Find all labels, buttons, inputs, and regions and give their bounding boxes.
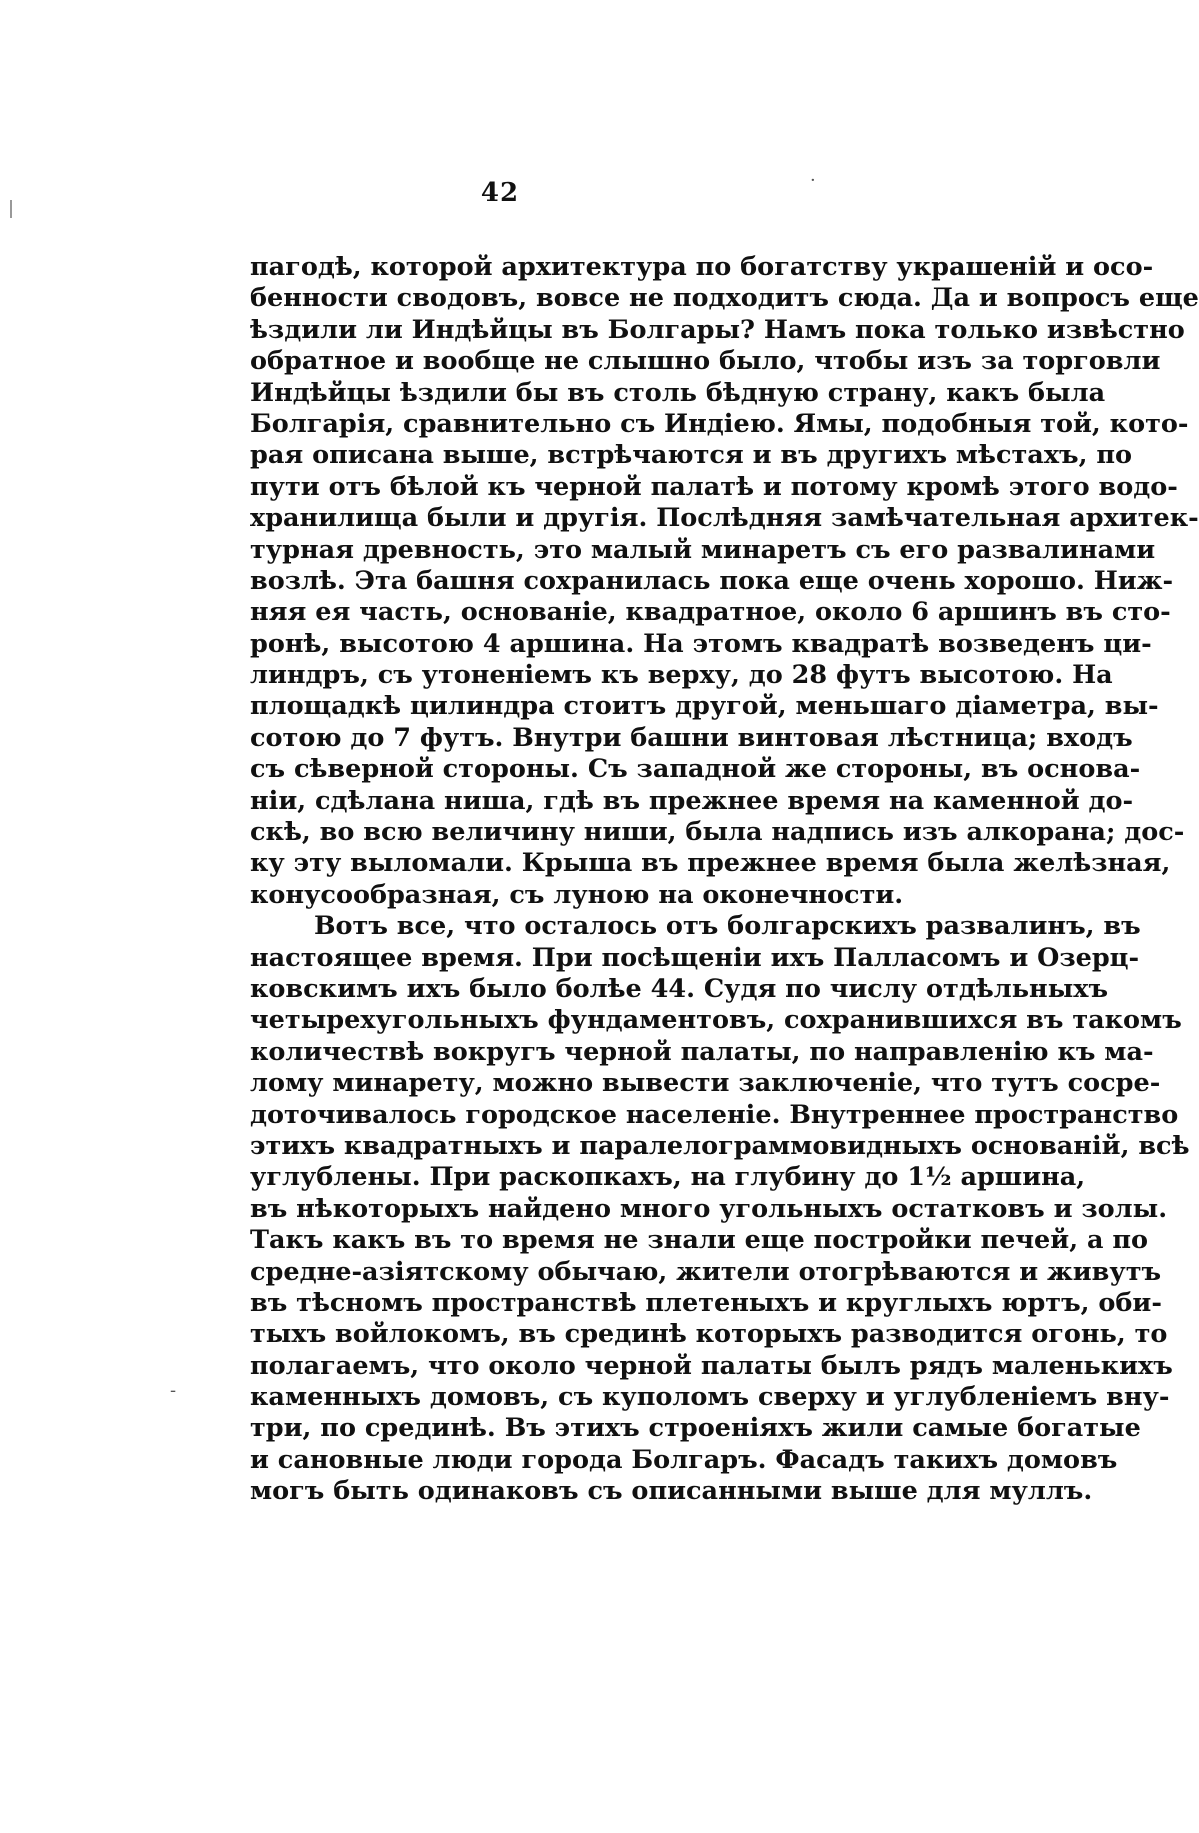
text-line: Индѣйцы ѣздили бы въ столь бѣдную страну, какъ была: [250, 377, 1106, 408]
text-line: лому минарету, можно вывести заключеніе, что тутъ сосре-: [250, 1068, 1161, 1099]
text-line: четырехугольныхъ фундаментовъ, сохранившихся въ такомъ: [250, 1005, 1182, 1036]
text-line: ѣздили ли Индѣйцы въ Болгары? Намъ пока только извѣстно: [250, 314, 1185, 345]
text-line: средне-азіятскому обычаю, жители отогрѣваются и живутъ: [250, 1256, 1162, 1287]
text-line: настоящее время. При посѣщеніи ихъ Палласомъ и Озерц-: [250, 942, 1140, 973]
text-line: турная древность, это малый минаретъ съ его развалинами: [250, 534, 1156, 565]
text-line: хранилища были и другія. Послѣдняя замѣчательная архитек-: [250, 503, 1199, 534]
margin-dot-mark: ·: [810, 170, 816, 191]
text-line: ку эту выломали. Крыша въ прежнее время была желѣзная,: [250, 848, 1171, 879]
text-line: этихъ квадратныхъ и паралелограммовидныхъ основаній, всѣ: [250, 1130, 1190, 1161]
text-line: Такъ какъ въ то время не знали еще постройки печей, а по: [250, 1225, 1149, 1256]
text-line: няя ея часть, основаніе, квадратное, около 6 аршинъ въ сто-: [250, 597, 1171, 628]
text-line: ронѣ, высотою 4 аршина. На этомъ квадратѣ возведенъ ци-: [250, 628, 1152, 659]
text-line: въ нѣкоторыхъ найдено много угольныхъ остатковъ и золы.: [250, 1193, 1168, 1224]
text-line: ніи, сдѣлана ниша, гдѣ въ прежнее время на каменной до-: [250, 785, 1134, 816]
paragraph-end-line: могъ быть одинаковъ съ описанными выше для муллъ.: [250, 1476, 1093, 1507]
text-line: съ сѣверной стороны. Съ западной же стороны, въ основа-: [250, 754, 1141, 785]
paragraph-start-line: Вотъ все, что осталось отъ болгарскихъ развалинъ, въ: [314, 911, 1141, 942]
text-line: сотою до 7 футъ. Внутри башни винтовая лѣстница; входъ: [250, 722, 1133, 753]
text-line: возлѣ. Эта башня сохранилась пока еще очень хорошо. Ниж-: [250, 565, 1174, 596]
text-line: каменныхъ домовъ, съ куполомъ сверху и углубленіемъ вну-: [250, 1382, 1170, 1413]
margin-dash-mark: -: [170, 1380, 177, 1401]
text-line: три, по срединѣ. Въ этихъ строеніяхъ жили самые богатые: [250, 1413, 1141, 1444]
text-line: тыхъ войлокомъ, въ срединѣ которыхъ разводится огонь, то: [250, 1319, 1168, 1350]
body-text: [250, 252, 1199, 1508]
text-line: количествѣ вокругъ черной палаты, по направленію къ ма-: [250, 1036, 1154, 1067]
text-line: линдръ, съ утоненіемъ къ верху, до 28 футъ высотою. На: [250, 660, 1113, 691]
text-line: ковскимъ ихъ было болѣе 44. Судя по числу отдѣльныхъ: [250, 973, 1109, 1004]
text-line: пути отъ бѣлой къ черной палатѣ и потому кромѣ этого водо-: [250, 471, 1178, 502]
text-line: въ тѣсномъ пространствѣ плетеныхъ и круглыхъ юртъ, оби-: [250, 1287, 1162, 1318]
text-line: и сановные люди города Болгаръ. Фасадъ такихъ домовъ: [250, 1444, 1118, 1475]
text-line: скѣ, во всю величину ниши, была надпись изъ алкорана; дос-: [250, 817, 1185, 848]
text-line: бенности сводовъ, вовсе не подходитъ сюда. Да и вопросъ еще: [250, 283, 1199, 314]
text-line: площадкѣ цилиндра стоитъ другой, меньшаго діаметра, вы-: [250, 691, 1159, 722]
paragraph-end-line: конусообразная, съ луною на оконечности.: [250, 879, 904, 910]
text-line: доточивалось городское населеніе. Внутреннее пространство: [250, 1099, 1179, 1130]
page-number: 42: [480, 178, 520, 208]
text-line: Болгарія, сравнительно съ Индіею. Ямы, подобныя той, кото-: [250, 408, 1189, 439]
text-line: углублены. При раскопкахъ, на глубину до 1½ аршина,: [250, 1162, 1086, 1193]
text-line: пагодѣ, которой архитектура по богатству украшеній и осо-: [250, 252, 1154, 282]
text-line: обратное и вообще не слышно было, чтобы изъ за торговли: [250, 346, 1161, 377]
text-line: полагаемъ, что около черной палаты былъ рядъ маленькихъ: [250, 1350, 1173, 1381]
text-line: рая описана выше, встрѣчаются и въ другихъ мѣстахъ, по: [250, 440, 1133, 471]
